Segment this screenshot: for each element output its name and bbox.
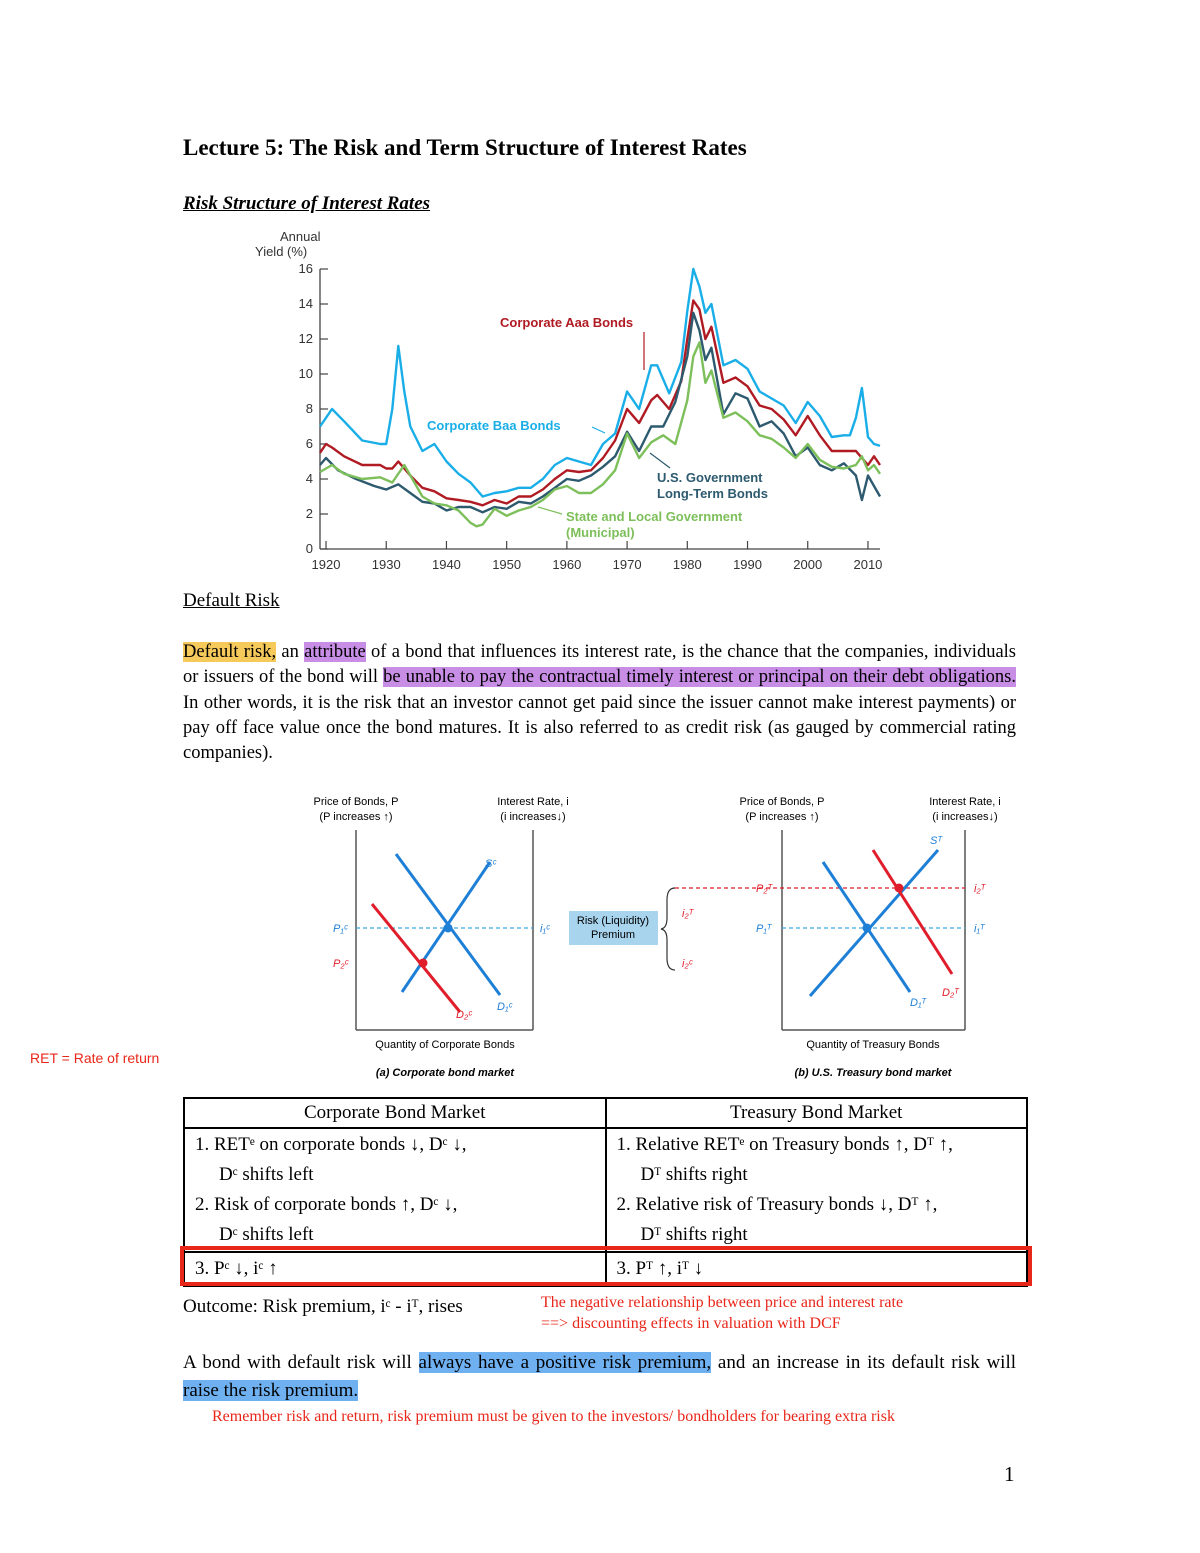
- series-group: [320, 269, 880, 526]
- label-p1: P₁ᶜ: [333, 923, 348, 935]
- rate-axis-sub: (i increases↓): [932, 811, 998, 823]
- ret-note: RET = Rate of return: [30, 1050, 160, 1066]
- text: In other words, it is the risk that an investor cannot get paid since the issuer cannot make interest payments) or pay off face value once the bond matures. It is also referred to as credit risk (as gauged by commercial rating companies).: [183, 692, 1016, 764]
- y-tick-label: 0: [305, 541, 313, 556]
- x-axis: [312, 541, 883, 572]
- x-axis-label: Quantity of Corporate Bonds: [375, 1039, 515, 1051]
- panel-caption: (a) Corporate bond market: [375, 1067, 515, 1079]
- y-tick-label: 14: [298, 296, 313, 311]
- panel-caption: (b) U.S. Treasury bond market: [794, 1067, 952, 1079]
- label-demand-1: D₁ᵀ: [910, 997, 926, 1009]
- y-tick-label: 12: [298, 331, 313, 346]
- bond-market-diagram: [290, 790, 1030, 1090]
- remember-note: Remember risk and return, risk premium must be given to the investors/ bondholders for bearing extra risk: [212, 1408, 895, 1425]
- label-baa: Corporate Baa Bonds: [427, 418, 561, 433]
- yield-chart: [240, 225, 900, 580]
- equilibrium-2: [419, 959, 428, 968]
- corp-r2a: 2. Risk of corporate bonds ↑, Dᶜ ↓,: [195, 1194, 458, 1215]
- term-default-risk: Default risk,: [183, 642, 277, 662]
- text: and an increase in its default risk will: [711, 1352, 1017, 1373]
- rate-axis-label: Interest Rate, i: [929, 796, 1001, 808]
- panel-treasury: [675, 796, 1001, 1079]
- y-tick-label: 16: [298, 261, 313, 276]
- label-i2: i₂ᵀ: [974, 883, 985, 895]
- pointer-baa: [592, 427, 605, 433]
- y-tick-label: 2: [305, 506, 313, 521]
- label-usgov-1: U.S. Government: [657, 470, 763, 485]
- label-muni-2: (Municipal): [566, 525, 635, 540]
- x-tick-label: 1950: [492, 557, 522, 572]
- label-i2T: i₂ᵀ: [682, 908, 693, 920]
- x-tick-label: 1920: [311, 557, 341, 572]
- table-header-row: [184, 1098, 1027, 1128]
- label-supply: Sᶜ: [485, 858, 497, 870]
- corp-r1b: Dᶜ shifts left: [219, 1164, 314, 1185]
- panel-corporate: [314, 796, 569, 1079]
- text: an: [276, 642, 305, 662]
- x-tick-label: 1990: [733, 557, 762, 572]
- rate-axis-label: Interest Rate, i: [497, 796, 569, 808]
- equilibrium-2: [895, 884, 904, 893]
- label-i1: i₁ᶜ: [540, 923, 550, 935]
- default-risk-paragraph: [183, 640, 1016, 766]
- label-demand-2: D₂ᵀ: [942, 987, 959, 999]
- corp-r2b: Dᶜ shifts left: [219, 1224, 314, 1245]
- y-tick-label: 8: [305, 401, 313, 416]
- subsection-title: Default Risk: [183, 590, 280, 611]
- term-attribute: attribute: [304, 642, 366, 662]
- header-treasury: Treasury Bond Market: [606, 1098, 1028, 1128]
- page-title: Lecture 5: The Risk and Term Structure of Interest Rates: [183, 135, 747, 160]
- x-tick-label: 2000: [793, 557, 823, 572]
- premium-label-2: Premium: [590, 929, 636, 941]
- x-tick-label: 1930: [371, 557, 401, 572]
- label-muni-1: State and Local Government: [566, 509, 743, 524]
- price-axis-sub: (P increases ↑): [319, 811, 393, 823]
- premium-label-1: Risk (Liquidity): [576, 915, 650, 927]
- label-demand-1: D₁ᶜ: [497, 1001, 513, 1013]
- highlight-positive-premium: always have a positive risk premium,: [418, 1352, 712, 1373]
- risk-premium-annotation: [569, 888, 695, 970]
- corp-cell-3: 3. Pᶜ ↓, iᶜ ↑: [184, 1252, 606, 1286]
- treas-r1b: Dᵀ shifts right: [640, 1164, 748, 1185]
- series-line-2: [320, 313, 880, 513]
- y-tick-label: 4: [305, 471, 313, 486]
- label-usgov-2: Long-Term Bonds: [657, 486, 768, 501]
- text: of a bond that influences its interest rate, is the chance that the companies, individuals or issuers of the bond will: [183, 642, 1016, 688]
- label-p2: P₂ᵀ: [756, 883, 772, 895]
- section-title: Risk Structure of Interest Rates: [183, 193, 431, 214]
- rate-axis-sub: (i increases↓): [500, 811, 566, 823]
- label-p1: P₁ᵀ: [756, 923, 772, 935]
- label-supply: Sᵀ: [930, 835, 942, 847]
- x-tick-label: 1980: [672, 557, 702, 572]
- corp-cell-1: [184, 1128, 606, 1252]
- x-axis-label: Quantity of Treasury Bonds: [806, 1039, 940, 1051]
- equilibrium-1: [444, 924, 453, 933]
- highlight-box: [180, 1246, 1032, 1286]
- price-axis-label: Price of Bonds, P: [313, 796, 399, 808]
- label-p2: P₂ᶜ: [333, 958, 349, 970]
- x-tick-label: 1940: [431, 557, 461, 572]
- x-tick-label: 1960: [552, 557, 582, 572]
- risk-premium-paragraph: [183, 1349, 1016, 1405]
- dcf-note-line1: The negative relationship between price and interest rate: [541, 1294, 904, 1311]
- series-line-1: [320, 301, 880, 506]
- outcome-text: Outcome: Risk premium, iᶜ - iᵀ, rises: [183, 1296, 463, 1317]
- demand-curve-2: [372, 904, 460, 1012]
- treas-r2a: 2. Relative risk of Treasury bonds ↓, Dᵀ ↑,: [616, 1194, 938, 1215]
- page-number: 1: [1004, 1462, 1015, 1486]
- header-corporate: Corporate Bond Market: [184, 1098, 606, 1128]
- y-tick-label: 10: [298, 366, 313, 381]
- equilibrium-1: [863, 924, 872, 933]
- table-row: [184, 1128, 1027, 1252]
- label-aaa: Corporate Aaa Bonds: [500, 315, 634, 330]
- treas-cell-3: 3. Pᵀ ↑, iᵀ ↓: [606, 1252, 1028, 1286]
- price-axis-label: Price of Bonds, P: [739, 796, 825, 808]
- label-demand-2: D₂ᶜ: [456, 1009, 473, 1021]
- x-tick-label: 2010: [853, 557, 883, 572]
- x-tick-label: 1970: [612, 557, 642, 572]
- label-i1: i₁ᵀ: [974, 923, 985, 935]
- treas-cell-1: [606, 1128, 1028, 1252]
- label-i2c: i₂ᶜ: [682, 958, 693, 970]
- pointer-muni: [538, 507, 562, 514]
- corp-r1a: 1. RETᵉ on corporate bonds ↓, Dᶜ ↓,: [195, 1134, 467, 1155]
- price-axis-sub: (P increases ↑): [745, 811, 819, 823]
- y-axis-label-line2: Yield (%): [255, 244, 308, 259]
- y-tick-label: 6: [305, 436, 313, 451]
- dcf-note-line2: ==> discounting effects in valuation with DCF: [541, 1315, 841, 1332]
- y-axis: [299, 261, 328, 556]
- pointer-usgov: [650, 453, 670, 468]
- highlight-unable-to-pay: be unable to pay the contractual timely interest or principal on their debt obligations.: [383, 667, 1017, 688]
- treas-r1a: 1. Relative RETᵉ on Treasury bonds ↑, Dᵀ ↑,: [616, 1134, 953, 1155]
- treas-r2b: Dᵀ shifts right: [640, 1224, 748, 1245]
- highlight-raise-premium: raise the risk premium.: [183, 1380, 359, 1401]
- text: A bond with default risk will: [183, 1352, 419, 1373]
- y-axis-label-line1: Annual: [280, 229, 321, 244]
